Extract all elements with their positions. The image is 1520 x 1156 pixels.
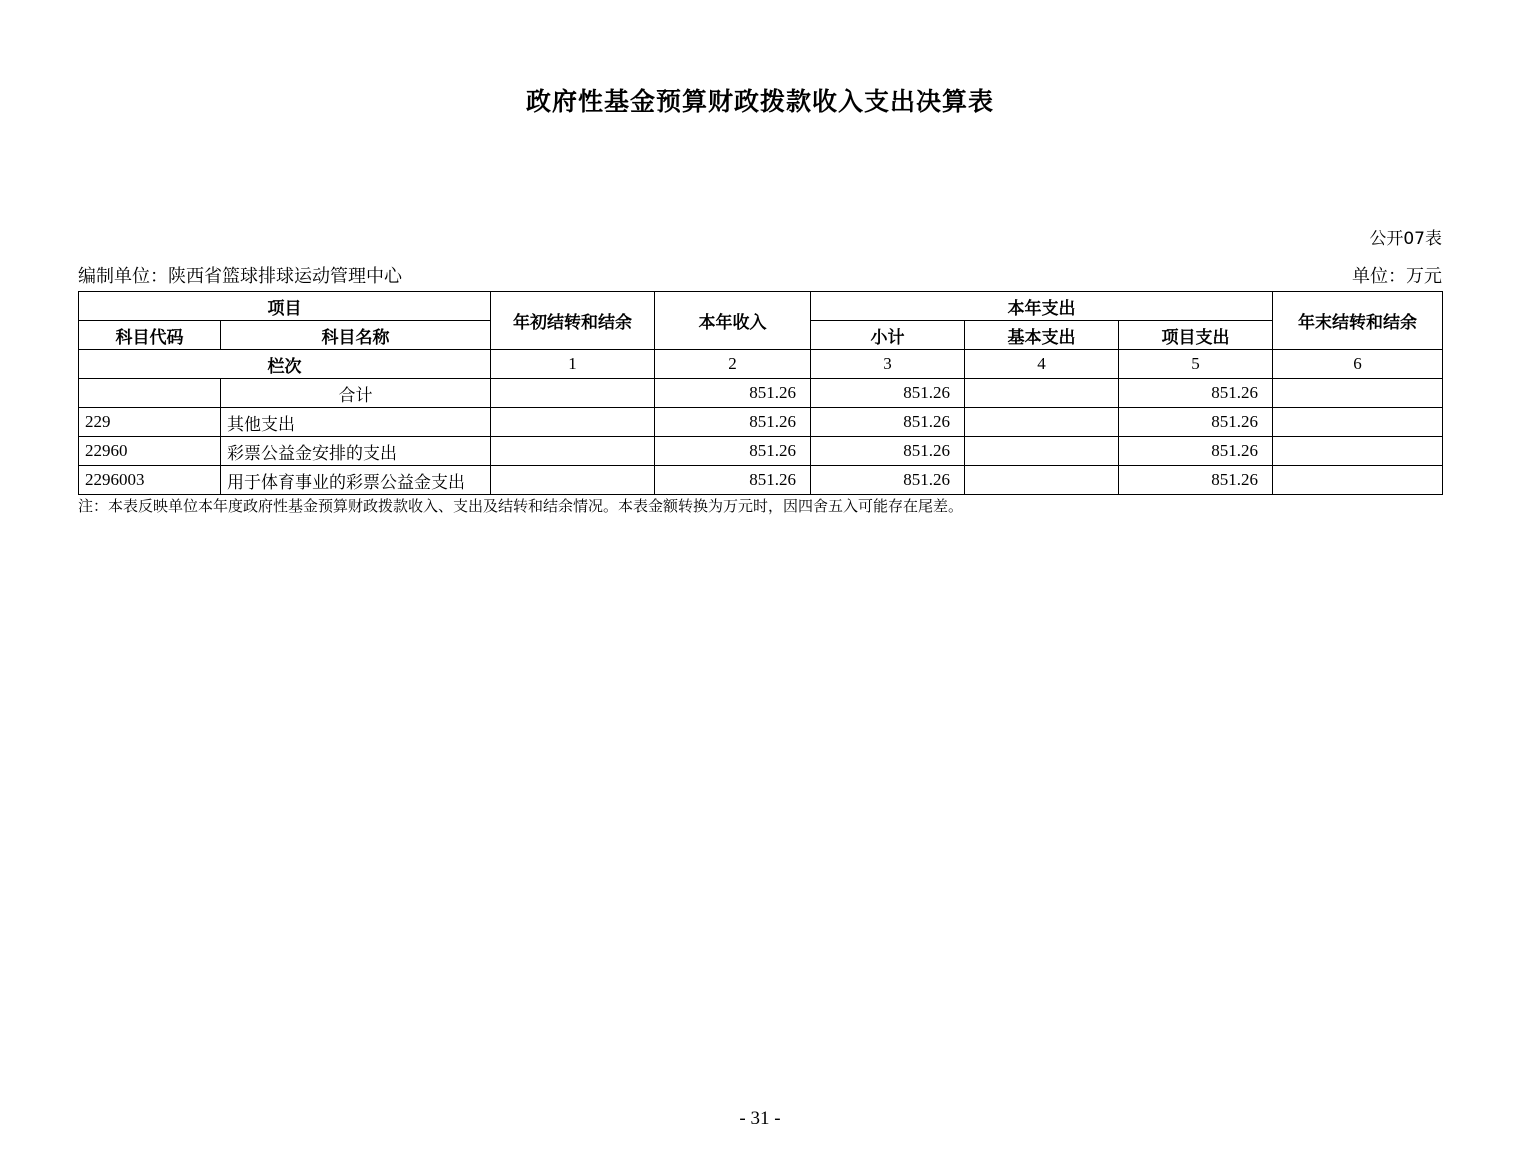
cell-basic-expense	[965, 437, 1119, 466]
cell-year-income: 851.26	[655, 379, 811, 408]
cell-begin-balance	[491, 408, 655, 437]
cell-subtotal: 851.26	[811, 437, 965, 466]
header-year-expense-group: 本年支出	[811, 292, 1273, 321]
column-number-1: 1	[491, 350, 655, 379]
header-begin-balance: 年初结转和结余	[491, 292, 655, 350]
page-number: - 31 -	[739, 1108, 781, 1129]
header-year-income: 本年收入	[655, 292, 811, 350]
cell-year-income: 851.26	[655, 466, 811, 495]
table-header-row-1	[79, 292, 1443, 321]
table-row	[79, 379, 1443, 408]
cell-project-expense: 851.26	[1119, 466, 1273, 495]
table-row	[79, 408, 1443, 437]
table-row	[79, 466, 1443, 495]
cell-basic-expense	[965, 466, 1119, 495]
cell-subtotal: 851.26	[811, 408, 965, 437]
column-number-5: 5	[1119, 350, 1273, 379]
cell-name: 其他支出	[221, 408, 491, 437]
header-name: 科目名称	[221, 321, 491, 350]
cell-code: 229	[79, 408, 221, 437]
cell-project-expense: 851.26	[1119, 379, 1273, 408]
cell-name: 用于体育事业的彩票公益金支出	[221, 466, 491, 495]
cell-subtotal: 851.26	[811, 466, 965, 495]
column-number-4: 4	[965, 350, 1119, 379]
table-row	[79, 437, 1443, 466]
cell-code: 2296003	[79, 466, 221, 495]
table-note: 注：本表反映单位本年度政府性基金预算财政拨款收入、支出及结转和结余情况。本表金额转换为万元时，因四舍五入可能存在尾差。	[78, 497, 964, 515]
document-page	[0, 82, 1520, 1156]
header-end-balance: 年末结转和结余	[1273, 292, 1443, 350]
cell-basic-expense	[965, 379, 1119, 408]
page-title: 政府性基金预算财政拨款收入支出决算表	[525, 87, 994, 116]
form-code-label: 公开07表	[1369, 229, 1442, 249]
cell-begin-balance	[491, 466, 655, 495]
column-numbers-label: 栏次	[79, 350, 491, 379]
cell-year-income: 851.26	[655, 437, 811, 466]
cell-code	[79, 379, 221, 408]
amount-unit-label: 单位：万元	[1352, 266, 1442, 287]
column-number-2: 2	[655, 350, 811, 379]
column-number-6: 6	[1273, 350, 1443, 379]
header-project-expense: 项目支出	[1119, 321, 1273, 350]
header-item-group: 项目	[79, 292, 491, 321]
cell-end-balance	[1273, 379, 1443, 408]
cell-project-expense: 851.26	[1119, 437, 1273, 466]
cell-name: 彩票公益金安排的支出	[221, 437, 491, 466]
cell-subtotal: 851.26	[811, 379, 965, 408]
header-subtotal: 小计	[811, 321, 965, 350]
cell-name: 合计	[221, 379, 491, 408]
cell-end-balance	[1273, 437, 1443, 466]
header-code: 科目代码	[79, 321, 221, 350]
cell-code: 22960	[79, 437, 221, 466]
cell-project-expense: 851.26	[1119, 408, 1273, 437]
cell-begin-balance	[491, 437, 655, 466]
cell-end-balance	[1273, 466, 1443, 495]
meta-row	[78, 262, 1442, 288]
cell-begin-balance	[491, 379, 655, 408]
header-basic-expense: 基本支出	[965, 321, 1119, 350]
cell-year-income: 851.26	[655, 408, 811, 437]
cell-end-balance	[1273, 408, 1443, 437]
compiling-unit-label: 编制单位：	[78, 266, 168, 287]
budget-table	[78, 291, 1443, 495]
compiling-unit	[78, 262, 402, 288]
column-number-3: 3	[811, 350, 965, 379]
cell-basic-expense	[965, 408, 1119, 437]
table-column-number-row	[79, 350, 1443, 379]
compiling-unit-name: 陕西省篮球排球运动管理中心	[168, 266, 402, 287]
